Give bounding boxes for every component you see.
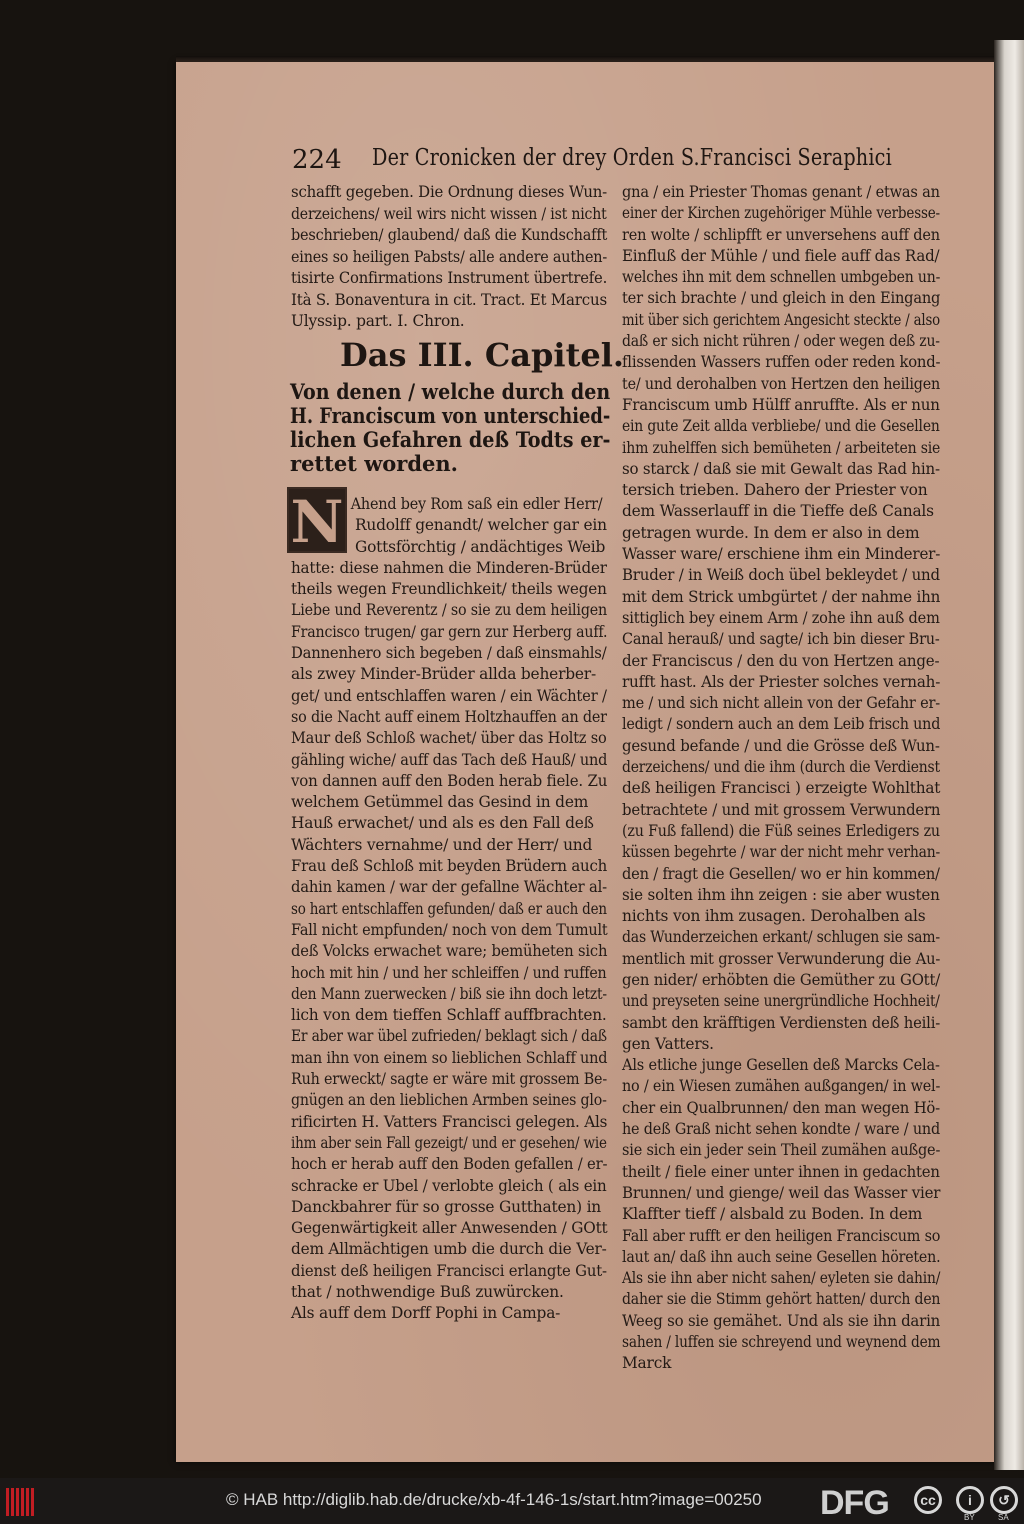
text-line: deß heiligen Francisci ) erzeigte Wohlthat	[622, 779, 941, 798]
text-line: Hauß erwachet/ und als es den Fall deß	[291, 814, 594, 833]
text-line: schafft gegeben. Die Ordnung dieses Wun-	[291, 183, 608, 201]
text-line: so starck / daß sie mit Gewalt das Rad hin-	[622, 459, 940, 478]
text-line: den Mann zuerwecken / biß sie ihn doch letzt-	[291, 984, 607, 1003]
text-line: Als etliche junge Gesellen deß Marcks Cela-	[622, 1056, 940, 1075]
text-line: theils wegen Freundlichkeit/ theils wegen	[291, 580, 607, 599]
chapter-title: Das III. Capitel.	[340, 336, 624, 374]
text-line: Klaffter tieff / alsbald zu Boden. In dem	[622, 1205, 923, 1224]
text-line: Fall nicht empfunden/ noch von dem Tumult	[291, 920, 608, 939]
text-line: Frau deß Schloß mit beyden Brüdern auch	[291, 857, 608, 876]
text-line: einer der Kirchen zugehöriger Mühle verbesse-	[622, 204, 940, 223]
text-line: Maur deß Schloß wachet/ über das Holtz so	[291, 729, 607, 748]
text-line: Einfluß der Mühle / und fiele auff das Rad/	[622, 246, 940, 265]
chapter-subtitle	[290, 380, 610, 476]
text-line: rettet worden.	[290, 451, 458, 476]
text-line: me / und sich nicht allein von der Gefahr er-	[622, 694, 941, 713]
copyright-url[interactable]: © HAB http://diglib.hab.de/drucke/xb-4f-146-1s/start.htm?image=00250	[226, 1490, 762, 1509]
text-line: Bruder / in Weiß doch übel bekleydet / und	[622, 566, 940, 585]
text-line: derzeichens/ weil wirs nicht wissen / ist nicht	[291, 204, 607, 223]
text-line: daher sie die Stimm gehört hatten/ durch den	[622, 1290, 941, 1309]
text-line: tisirte Confirmations Instrument übertrefe.	[291, 269, 608, 287]
text-line: Ità S. Bonaventura in cit. Tract. Et Marcus	[291, 290, 607, 309]
text-line: Ulyssip. part. I. Chron.	[291, 312, 465, 330]
text-line: küssen begehrte / war der nicht mehr verhan-	[622, 843, 941, 862]
text-line: Ruh erweckt/ sagte er wäre mit grossem Be-	[291, 1070, 607, 1089]
text-line: that / nothwendige Buß zuwürcken.	[291, 1282, 564, 1301]
text-line: so die Nacht auff einem Holtzhauffen an der	[291, 707, 607, 726]
text-line: Brunnen/ und gienge/ weil das Wasser vier	[622, 1183, 941, 1202]
hab-logo-icon	[6, 1488, 38, 1516]
page-number: 224	[292, 145, 342, 175]
text-line: als zwey Minder-Brüder allda beherber-	[291, 665, 596, 684]
text-line: rificirten H. Vatters Francisci gelegen. Als	[291, 1112, 608, 1131]
text-line: hoch mit hin / und her schleiffen / und ruffen	[291, 963, 607, 982]
text-line: Wächters vernahme/ und der Herr/ und	[291, 835, 593, 854]
text-line: Marck	[622, 1354, 672, 1373]
text-line: gen Vatters.	[622, 1034, 714, 1053]
dfg-logo: DFG	[820, 1484, 889, 1522]
text-line: Dannenhero sich begeben / daß einsmahls/	[291, 644, 607, 663]
text-line: cher ein Qualbrunnen/ den man wegen Hö-	[622, 1098, 940, 1117]
text-line: sahen / luffen sie schreyend und weynend dem	[622, 1333, 941, 1352]
sa-label: SA	[998, 1513, 1009, 1522]
text-line: gen nider/ erhöbten die Gemüther zu GOtt/	[622, 970, 941, 989]
text-line: dienst deß heiligen Francisci erlangte Gut-	[291, 1261, 607, 1280]
text-line: ein gute Zeit allda verbliebe/ und die Gesellen	[622, 417, 940, 436]
text-line: sambt den kräfftigen Verdiensten deß heili-	[622, 1013, 941, 1032]
text-line: gähling wiche/ auff das Tach deß Hauß/ und	[291, 750, 608, 769]
text-line: flissenden Wassers ruffen oder reden kond-	[622, 353, 941, 372]
text-line: Als sie ihn aber nicht sahen/ eyleten sie dahin/	[622, 1269, 941, 1288]
text-line: hoch er herab auff den Boden gefallen / er-	[291, 1155, 608, 1174]
text-line: der Franciscus / den du von Hertzen ange-	[622, 651, 940, 670]
text-line: Als auff dem Dorff Pophi in Campa-	[291, 1304, 561, 1323]
by-label: BY	[964, 1513, 975, 1522]
text-line: Canal herauß/ und sagte/ ich bin dieser Bru-	[622, 630, 940, 649]
text-line: sie sich ein jeder sein Theil zumähen außge-	[622, 1141, 941, 1160]
text-line: so hart entschlaffen gefunden/ daß er auch den	[291, 899, 607, 918]
text-line: eines so heiligen Pabsts/ alle andere authen-	[291, 247, 607, 266]
text-line: ledigt / sondern auch an dem Leib frisch und	[622, 715, 941, 734]
page-fold	[994, 40, 1024, 1470]
drop-cap-initial: N	[287, 487, 347, 553]
text-line: betrachtete / und mit grossem Verwundern	[622, 800, 941, 819]
text-line: hatte: diese nahmen die Minderen-Brüder	[291, 558, 607, 577]
text-line: no / ein Wiesen zumähen außgangen/ in wel-	[622, 1077, 941, 1096]
text-line: Von denen / welche durch den	[290, 379, 611, 404]
text-line: Fall aber rufft er den heiligen Franciscum so	[622, 1226, 941, 1245]
text-line: rufft hast. Als der Priester solches vernah-	[622, 672, 941, 691]
text-line: mentlich mit grosser Verwunderung die Au-	[622, 949, 941, 968]
sa-sharealike-icon: ↺	[990, 1486, 1018, 1514]
text-line: beschrieben/ glaubend/ daß die Kundschafft	[291, 226, 608, 244]
text-line: ren wolte / schlipfft er unversehens auff den	[622, 225, 940, 244]
text-line: sittiglich bey einem Arm / zohe ihn auß dem	[622, 608, 940, 627]
text-line: he deß Graß nicht sehen kondte / ware / und	[622, 1120, 940, 1139]
text-line: und preyseten seine unergründliche Hochheit/	[622, 992, 940, 1011]
text-line: Danckbahrer für so grosse Gutthaten) in	[291, 1197, 602, 1216]
text-line: lichen Gefahren deß Todts er-	[290, 427, 611, 452]
text-line: getragen wurde. In dem er also in dem	[622, 523, 920, 542]
left-column-body	[291, 494, 607, 1325]
text-line: ihm aber sein Fall gezeigt/ und er gesehen/ wie	[291, 1133, 607, 1152]
running-head: Der Cronicken der drey Orden S.Francisci Seraphici	[372, 145, 892, 171]
text-line: das Wunderzeichen erkant/ schlugen sie sam-	[622, 928, 940, 947]
text-line: Ahend bey Rom saß ein edler Herr/	[350, 495, 603, 513]
text-line: daß er sich nicht rühren / oder wegen deß zu-	[622, 332, 940, 351]
text-line: dem Wasserlauff in die Tieffe deß Canals	[622, 502, 934, 521]
text-line: man ihn von einem so lieblichen Schlaff und	[291, 1048, 608, 1067]
text-line: ter sich brachte / und gleich in den Eingang	[622, 289, 941, 308]
text-line: dahin kamen / war der gefallne Wächter al-	[291, 878, 607, 897]
text-line: Francisco trugen/ gar gern zur Herberg auff.	[291, 622, 608, 641]
text-line: mit dem Strick umbgürtet / der nahme ihn	[622, 587, 941, 606]
text-line: H. Franciscum von unterschied-	[290, 403, 611, 428]
by-attribution-icon: i	[956, 1486, 984, 1514]
text-line: tersich trieben. Dahero der Priester von	[622, 481, 928, 500]
text-line: lich von dem tieffen Schlaff auffbrachten.	[291, 1006, 607, 1025]
text-line: laut an/ daß ihn auch seine Gesellen höreten.	[622, 1247, 941, 1266]
text-line: theilt / fiele einer unter ihnen in gedachten	[622, 1162, 940, 1181]
text-line: mit über sich gerichtem Angesicht steckte / also	[622, 310, 940, 329]
text-line: welches ihn mit dem schnellen umbgeben un-	[622, 268, 941, 287]
text-line: deß Volcks erwachet ware; bemüheten sich	[291, 942, 608, 961]
text-line: derzeichens/ und die ihm (durch die Verdienst	[622, 758, 940, 777]
text-line: nichts von ihm zusagen. Derohalben als	[622, 907, 926, 926]
text-line: Gottsförchtig / andächtiges Weib	[355, 537, 606, 556]
cc-license-icon: cc	[914, 1486, 942, 1514]
text-line: Gegenwärtigkeit aller Anwesenden / GOtt	[291, 1219, 608, 1238]
text-line: schracke er Ubel / verlobte gleich ( als ein	[291, 1176, 607, 1195]
text-line: welchem Getümmel das Gesind in dem	[291, 793, 589, 812]
text-line: Er aber war übel zufrieden/ beklagt sich / daß	[291, 1027, 607, 1046]
text-line: Weeg so sie gemähet. Und als sie ihn darin	[622, 1311, 941, 1330]
text-line: dem Allmächtigen umb die durch die Ver-	[291, 1240, 607, 1259]
text-line: te/ und derohalben von Hertzen den heiligen	[622, 374, 941, 393]
text-line: gesund befande / und die Grösse deß Wun-	[622, 736, 940, 755]
text-line: Franciscum umb Hülff anruffte. Als er nun	[622, 395, 940, 414]
text-line: Wasser ware/ erschiene ihm ein Minderer-	[622, 545, 941, 564]
left-column-top	[291, 182, 607, 333]
text-line: get/ und entschlaffen waren / ein Wächter /	[291, 686, 607, 705]
text-line: gna / ein Priester Thomas genant / etwas an	[622, 183, 940, 201]
text-line: sie solten ihm ihn zeigen : sie aber wusten	[622, 885, 940, 904]
text-line: den / fragt die Gesellen/ wo er hin kommen/	[622, 864, 940, 883]
text-line: Liebe und Reverentz / so sie zu dem heiligen	[291, 601, 608, 620]
right-column	[622, 182, 940, 1375]
text-line: von dannen auff den Boden herab fiele. Zu	[291, 771, 608, 790]
text-line: ihm zuhelffen sich bemüheten / arbeiteten sie	[622, 438, 941, 457]
text-line: gnügen an den lieblichen Armben seines glo-	[291, 1091, 607, 1110]
text-line: Rudolff genandt/ welcher gar ein	[355, 516, 607, 535]
text-line: (zu Fuß fallend) die Füß seines Erledigers zu	[622, 821, 940, 840]
